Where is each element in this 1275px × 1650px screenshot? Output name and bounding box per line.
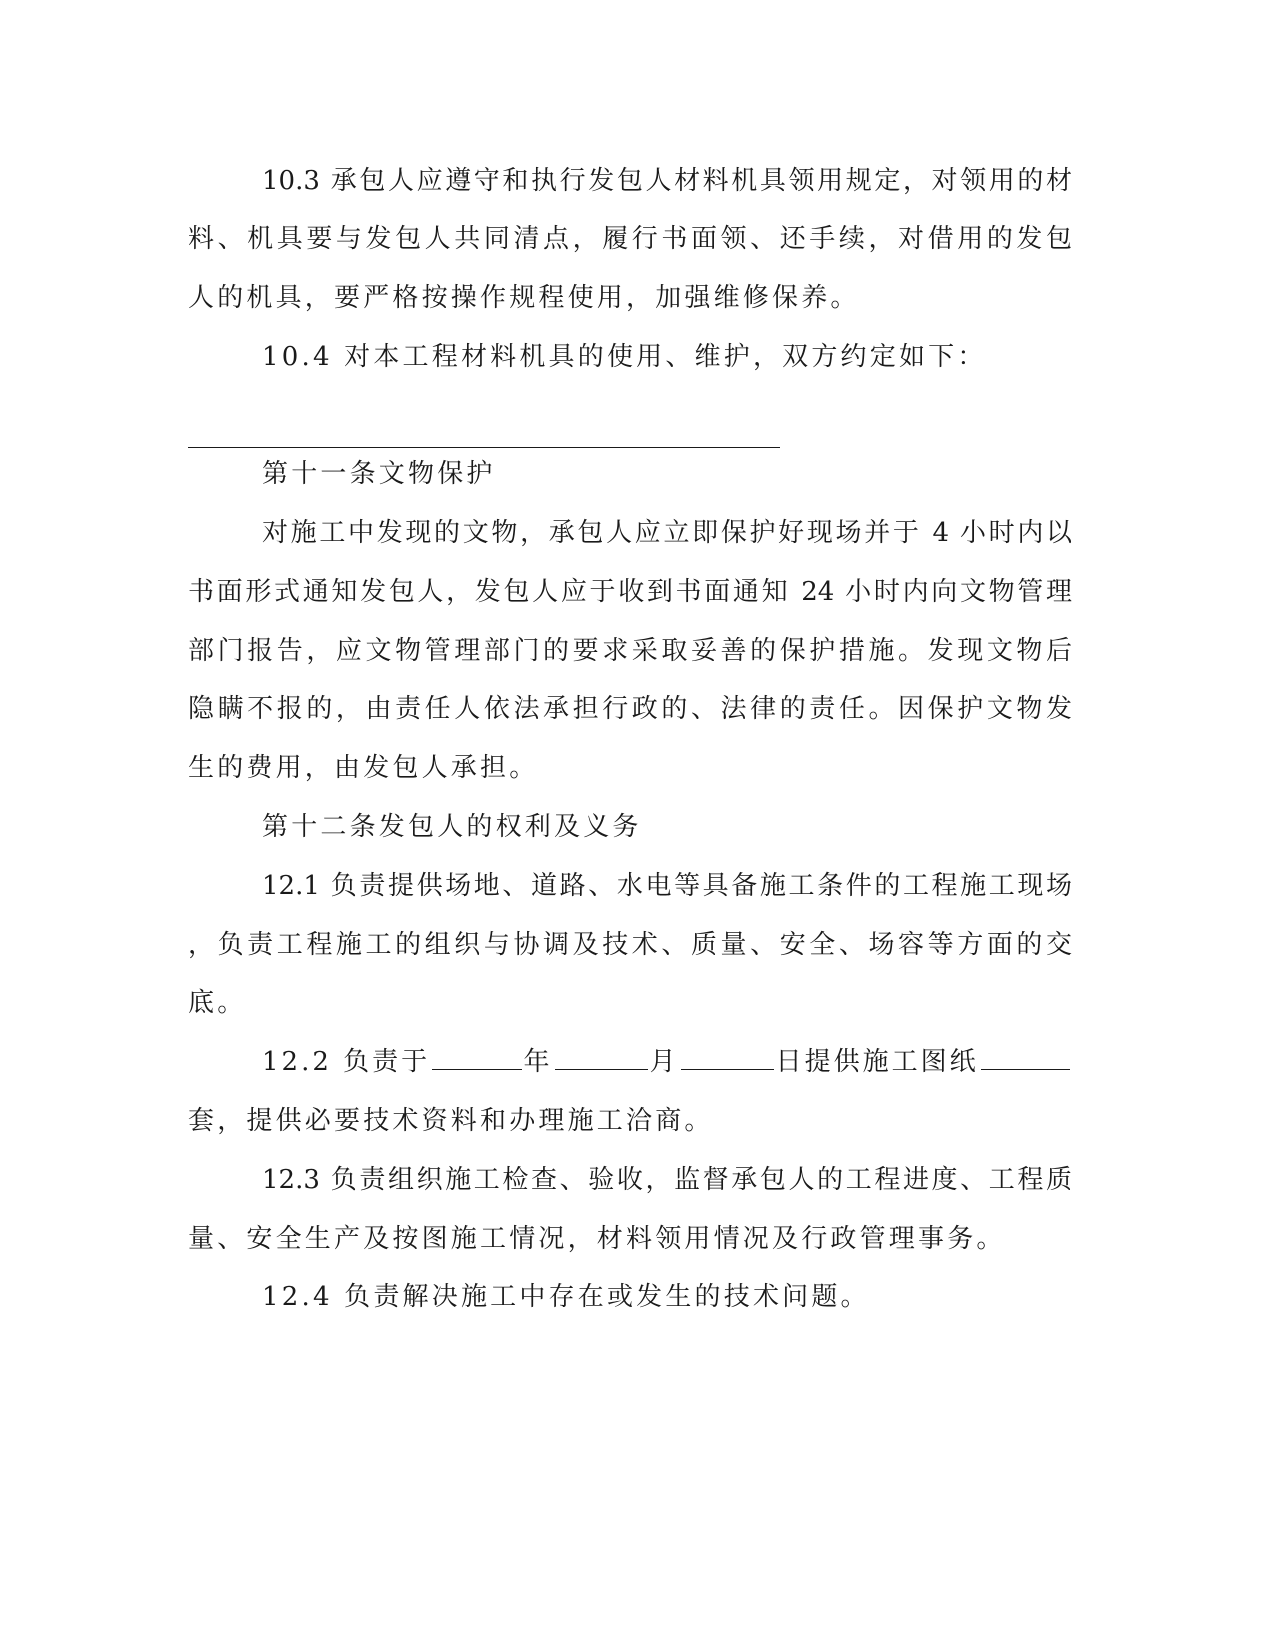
section-11-line-4: 隐瞒不报的，由责任人依法承担行政的、法律的责任。因保护文物发: [188, 694, 1072, 724]
year-blank: [432, 1047, 521, 1070]
paragraph-10-3-line-1: 10.3 承包人应遵守和执行发包人材料机具领用规定，对领用的材: [262, 166, 1072, 196]
paragraph-10-3-line-2: 料、机具要与发包人共同清点，履行书面领、还手续，对借用的发包: [188, 224, 1072, 254]
section-11-line-1: 对施工中发现的文物，承包人应立即保护好现场并于 4 小时内以: [262, 518, 1072, 548]
day-blank: [681, 1047, 774, 1070]
section-11-line-2: 书面形式通知发包人，发包人应于收到书面通知 24 小时内向文物管理: [188, 577, 1072, 607]
paragraph-12-4: 12.4 负责解决施工中存在或发生的技术问题。: [262, 1282, 870, 1312]
paragraph-12-1-line-3: 底。: [188, 988, 247, 1018]
year-label: 年: [523, 1047, 553, 1077]
paragraph-12-2-prefix: 12.2 负责于: [262, 1047, 431, 1077]
paragraph-12-1-line-2: ，负责工程施工的组织与协调及技术、质量、安全、场容等方面的交: [188, 930, 1072, 960]
paragraph-12-3-line-1: 12.3 负责组织施工检查、验收，监督承包人的工程进度、工程质: [262, 1165, 1072, 1195]
section-11-line-3: 部门报告，应文物管理部门的要求采取妥善的保护措施。发现文物后: [188, 636, 1072, 666]
paragraph-10-3-line-3: 人的机具，要严格按操作规程使用，加强维修保养。: [188, 283, 860, 313]
month-blank: [555, 1047, 648, 1070]
paragraph-10-4: 10.4 对本工程材料机具的使用、维护，双方约定如下：: [262, 342, 987, 372]
day-label: 日提供施工图纸: [775, 1047, 979, 1077]
paragraph-12-3-line-2: 量、安全生产及按图施工情况，材料领用情况及行政管理事务。: [188, 1224, 1006, 1254]
section-11-line-5: 生的费用，由发包人承担。: [188, 753, 539, 783]
month-label: 月: [649, 1047, 679, 1077]
paragraph-12-1-line-1: 12.1 负责提供场地、道路、水电等具备施工条件的工程施工现场: [262, 871, 1072, 901]
paragraph-12-2-line-1: [262, 1045, 1072, 1079]
section-11-heading: 第十一条文物保护: [262, 459, 496, 489]
sets-blank: [981, 1047, 1070, 1070]
fill-in-blank-line: [188, 447, 780, 448]
section-12-heading: 第十二条发包人的权利及义务: [262, 812, 642, 842]
paragraph-12-2-line-2: 套，提供必要技术资料和办理施工洽商。: [188, 1106, 714, 1136]
